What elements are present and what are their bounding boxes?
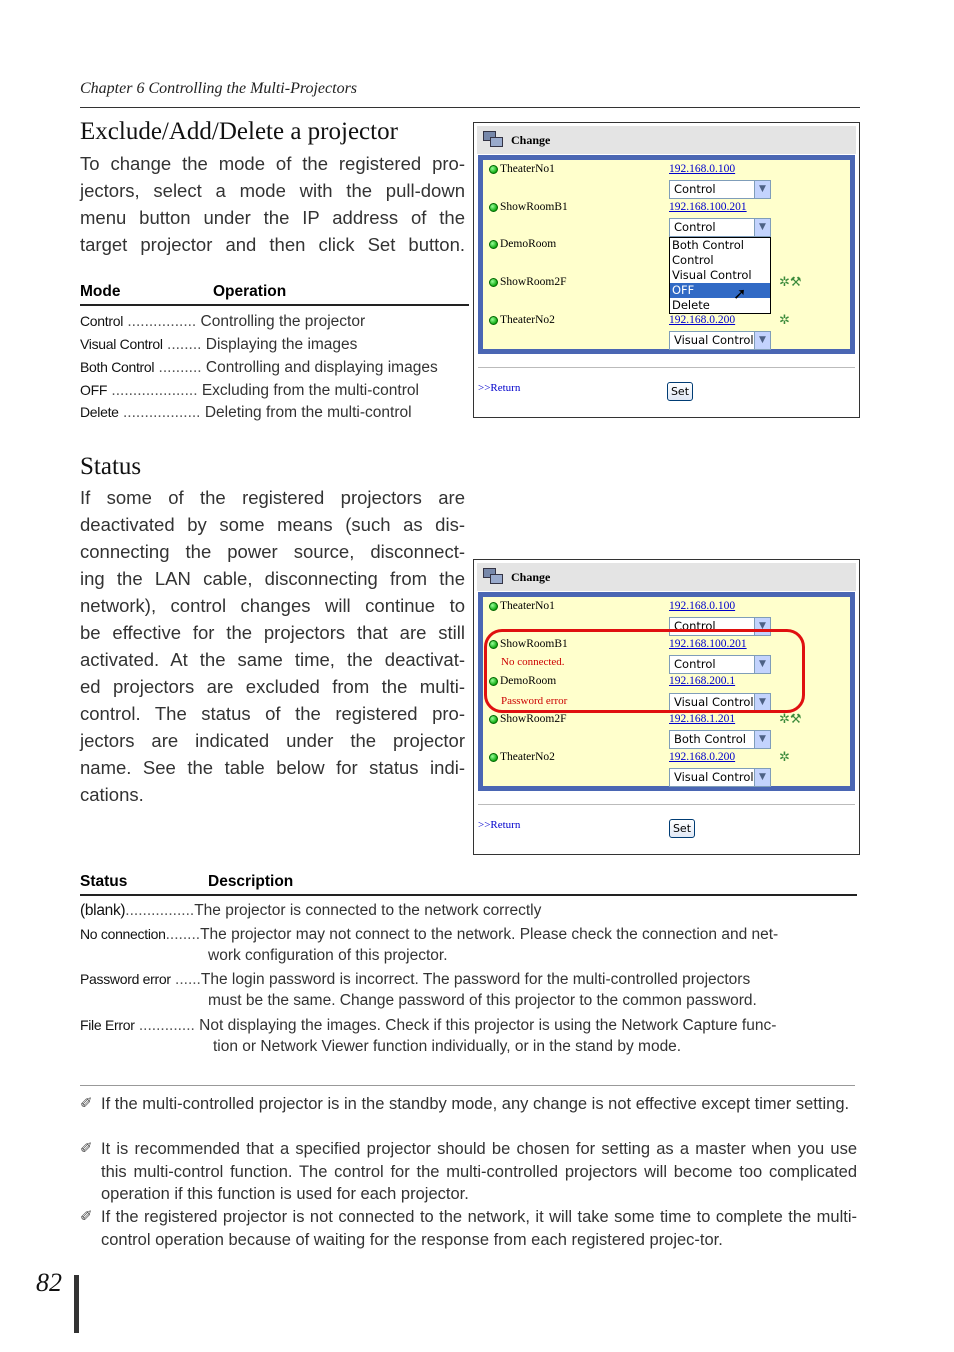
header-rule	[80, 107, 860, 108]
body-line: activated. At the same time, the deactivat-	[80, 649, 465, 670]
status-term: No connection	[80, 926, 166, 942]
projector-name: ShowRoom2F	[489, 276, 566, 288]
status-col-header: Status	[80, 873, 128, 890]
leader-dots: ................	[125, 902, 195, 919]
section-title-exclude: Exclude/Add/Delete a projector	[80, 118, 398, 145]
chapter-header: Chapter 6 Controlling the Multi-Projectors	[80, 80, 358, 97]
mode-term: OFF	[80, 382, 108, 398]
mode-desc: Displaying the images	[205, 336, 358, 353]
body-line: jectors, select a mode with the pull-down	[80, 180, 465, 201]
section2-body	[80, 484, 465, 808]
body-line: ed projectors are excluded from the multi-	[80, 676, 465, 697]
mode-select[interactable]: Visual Control ▼	[669, 331, 771, 350]
mode-select[interactable]: Visual Control ▼	[669, 768, 771, 787]
status-desc: Not displaying the images. Check if this projector is using the Network Capture func-	[199, 1017, 777, 1034]
dropdown-option[interactable]: Both Control	[672, 238, 744, 252]
projector-name: ShowRoomB1	[489, 201, 568, 213]
mode-desc: Controlling and displaying images	[205, 359, 438, 376]
projector-ip-link[interactable]: 192.168.100.201	[669, 638, 747, 650]
chevron-down-icon: ▼	[754, 656, 770, 673]
panel-title-bar	[477, 126, 856, 154]
mode-desc: Deleting from the multi-control	[204, 404, 412, 421]
leader-dots: ....................	[107, 382, 202, 399]
body-line: ing the LAN cable, disconnecting from the	[80, 568, 465, 589]
chevron-down-icon: ▼	[754, 332, 770, 349]
table-rule	[80, 894, 857, 896]
mode-desc: Excluding from the multi-control	[201, 382, 419, 399]
projector-ip-link[interactable]: 192.168.1.201	[669, 713, 736, 725]
body-line: cations.	[80, 784, 144, 805]
status-dot-icon	[489, 602, 498, 611]
leader-dots: ......	[170, 971, 201, 988]
mode-select[interactable]: Control ▼	[669, 180, 771, 199]
status-dot-icon	[489, 203, 498, 212]
highlight-ring	[484, 629, 805, 713]
status-desc-cont: work configuration of this projector.	[208, 947, 448, 964]
mode-select[interactable]: Control ▼	[669, 218, 771, 237]
status-no-connection: No connected.	[501, 656, 565, 668]
table-row	[80, 357, 438, 378]
projector-list	[478, 155, 855, 354]
mode-select[interactable]: Both Control ▼	[669, 730, 771, 749]
panel-title: Change	[511, 132, 551, 147]
return-link[interactable]: >>Return	[478, 382, 521, 394]
status-dot-icon	[489, 165, 498, 174]
set-button[interactable]: Set	[669, 819, 695, 838]
set-button[interactable]: Set	[667, 382, 693, 401]
projector-ip-link[interactable]: 192.168.200.1	[669, 675, 736, 687]
table-row	[80, 402, 412, 423]
master-icon: ✲⚒	[779, 274, 802, 289]
status-desc: The login password is incorrect. The password for the multi-controlled projectors	[200, 971, 751, 988]
status-desc-cont: tion or Network Viewer function individually, or in the stand by mode.	[213, 1038, 682, 1055]
operation-col-header: Operation	[213, 283, 287, 300]
leader-dots: ..................	[118, 404, 205, 421]
body-line: deactivated by some means (such as dis-	[80, 514, 465, 535]
panel-title: Change	[511, 569, 551, 584]
table-rule	[80, 304, 469, 306]
mode-desc: Controlling the projector	[200, 313, 366, 330]
table-row	[80, 380, 419, 401]
mode-select[interactable]: Control ▼	[669, 617, 771, 636]
projector-ip-link[interactable]: 192.168.0.200	[669, 314, 736, 326]
mode-select[interactable]: Visual Control ▼	[669, 693, 771, 712]
page-bar	[74, 1275, 79, 1333]
dropdown-option[interactable]: Delete	[672, 298, 710, 312]
pencil-icon: ✐	[80, 1208, 93, 1225]
table-row	[80, 901, 541, 921]
leader-dots: ........	[162, 336, 206, 353]
projector-ip-link[interactable]: 192.168.0.200	[669, 751, 736, 763]
status-term: File Error	[80, 1017, 135, 1033]
chevron-down-icon: ▼	[754, 769, 770, 786]
recycle-icon: ✲	[779, 749, 790, 764]
projectors-icon	[483, 131, 505, 149]
body-line: network), control changes will continue to	[80, 595, 465, 616]
projector-ip-link[interactable]: 192.168.0.100	[669, 600, 736, 612]
projector-name: TheaterNo1	[489, 600, 555, 612]
body-line: To change the mode of the registered pro-	[80, 153, 465, 174]
mode-term: Both Control	[80, 359, 155, 375]
projector-name: TheaterNo1	[489, 163, 555, 175]
leader-dots: .............	[134, 1017, 200, 1034]
status-password-error: Password error	[501, 695, 568, 707]
status-desc: The projector is connected to the network correctly	[194, 902, 542, 919]
description-col-header: Description	[208, 873, 294, 890]
projector-name: DemoRoom	[489, 675, 556, 687]
body-line: target projector and then click Set button.	[80, 234, 465, 255]
body-line: menu button under the IP address of the	[80, 207, 465, 228]
projector-name: TheaterNo2	[489, 751, 555, 763]
leader-dots: ........	[165, 926, 201, 943]
section-title-status: Status	[80, 453, 142, 480]
status-term: Password error	[80, 971, 171, 987]
projector-name: ShowRoom2F	[489, 713, 566, 725]
return-link[interactable]: >>Return	[478, 819, 521, 831]
body-line: control. The status of the registered pro-	[80, 703, 465, 724]
table-row	[80, 924, 778, 945]
mode-term: Visual Control	[80, 336, 163, 352]
body-line: jectors are indicated under the projector	[80, 730, 465, 751]
mode-col-header: Mode	[80, 283, 121, 300]
master-icon: ✲⚒	[779, 711, 802, 726]
mouse-cursor-icon: ➚	[733, 286, 747, 303]
note-item: ✐ It is recommended that a specified projector should be chosen for setting as a master when you use this multi-control function. The control for the multi-controlled projectors will become too complicated operation if this function is used for each projector.	[80, 1140, 857, 1203]
chevron-down-icon: ▼	[754, 731, 770, 748]
notes-rule	[80, 1085, 855, 1086]
chevron-down-icon: ▼	[754, 219, 770, 236]
body-line: name. See the table below for status indi-	[80, 757, 465, 778]
chevron-down-icon: ▼	[754, 618, 770, 635]
projector-ip-link[interactable]: 192.168.100.201	[669, 201, 747, 213]
projector-name: TheaterNo2	[489, 314, 555, 326]
leader-dots: ..........	[154, 359, 206, 376]
section1-body	[80, 150, 465, 258]
status-dot-icon	[489, 316, 498, 325]
status-dot-icon	[489, 240, 498, 249]
status-dot-icon	[489, 753, 498, 762]
table-row	[80, 334, 357, 355]
panel-title-bar	[477, 563, 856, 591]
mode-dropdown-list[interactable]	[669, 237, 771, 314]
projectors-icon	[483, 568, 505, 586]
pencil-icon: ✐	[80, 1140, 93, 1157]
table-row	[80, 311, 365, 332]
status-desc-cont: must be the same. Change password of this projector to the common password.	[208, 992, 757, 1009]
dropdown-option[interactable]: Control	[672, 253, 714, 267]
mode-term: Delete	[80, 404, 119, 420]
chevron-down-icon: ▼	[754, 181, 770, 198]
status-dot-icon	[489, 278, 498, 287]
body-line: be effective for the projectors that are still	[80, 622, 465, 643]
projector-name: DemoRoom	[489, 238, 556, 250]
table-row	[80, 1015, 776, 1036]
status-term: (blank)	[80, 902, 126, 919]
status-dot-icon	[489, 715, 498, 724]
mode-select[interactable]: Control ▼	[669, 655, 771, 674]
body-line: connecting the power source, disconnect-	[80, 541, 465, 562]
recycle-icon: ✲	[779, 312, 790, 327]
note-item: ✐ If the registered projector is not connected to the network, it will take some time to complete the multi-control operation because of waiting for the response from each registered projec-tor.	[80, 1208, 857, 1249]
status-desc: The projector may not connect to the network. Please check the connection and net-	[200, 926, 779, 943]
leader-dots: ................	[123, 313, 201, 330]
mode-term: Control	[80, 313, 124, 329]
table-row	[80, 969, 750, 990]
panel-divider	[478, 804, 855, 805]
chevron-down-icon: ▼	[754, 694, 770, 711]
dropdown-option[interactable]: Visual Control	[672, 268, 752, 282]
change-panel-1	[473, 122, 860, 418]
pencil-icon: ✐	[80, 1095, 93, 1112]
projector-name: ShowRoomB1	[489, 638, 568, 650]
body-line: If some of the registered projectors are	[80, 487, 465, 508]
projector-ip-link[interactable]: 192.168.0.100	[669, 163, 736, 175]
page-number: 82	[36, 1268, 62, 1297]
note-item: ✐ If the multi-controlled projector is in the standby mode, any change is not effective except timer setting.	[80, 1093, 857, 1116]
dropdown-option-selected[interactable]: OFF	[670, 283, 770, 298]
panel-divider	[478, 367, 855, 368]
